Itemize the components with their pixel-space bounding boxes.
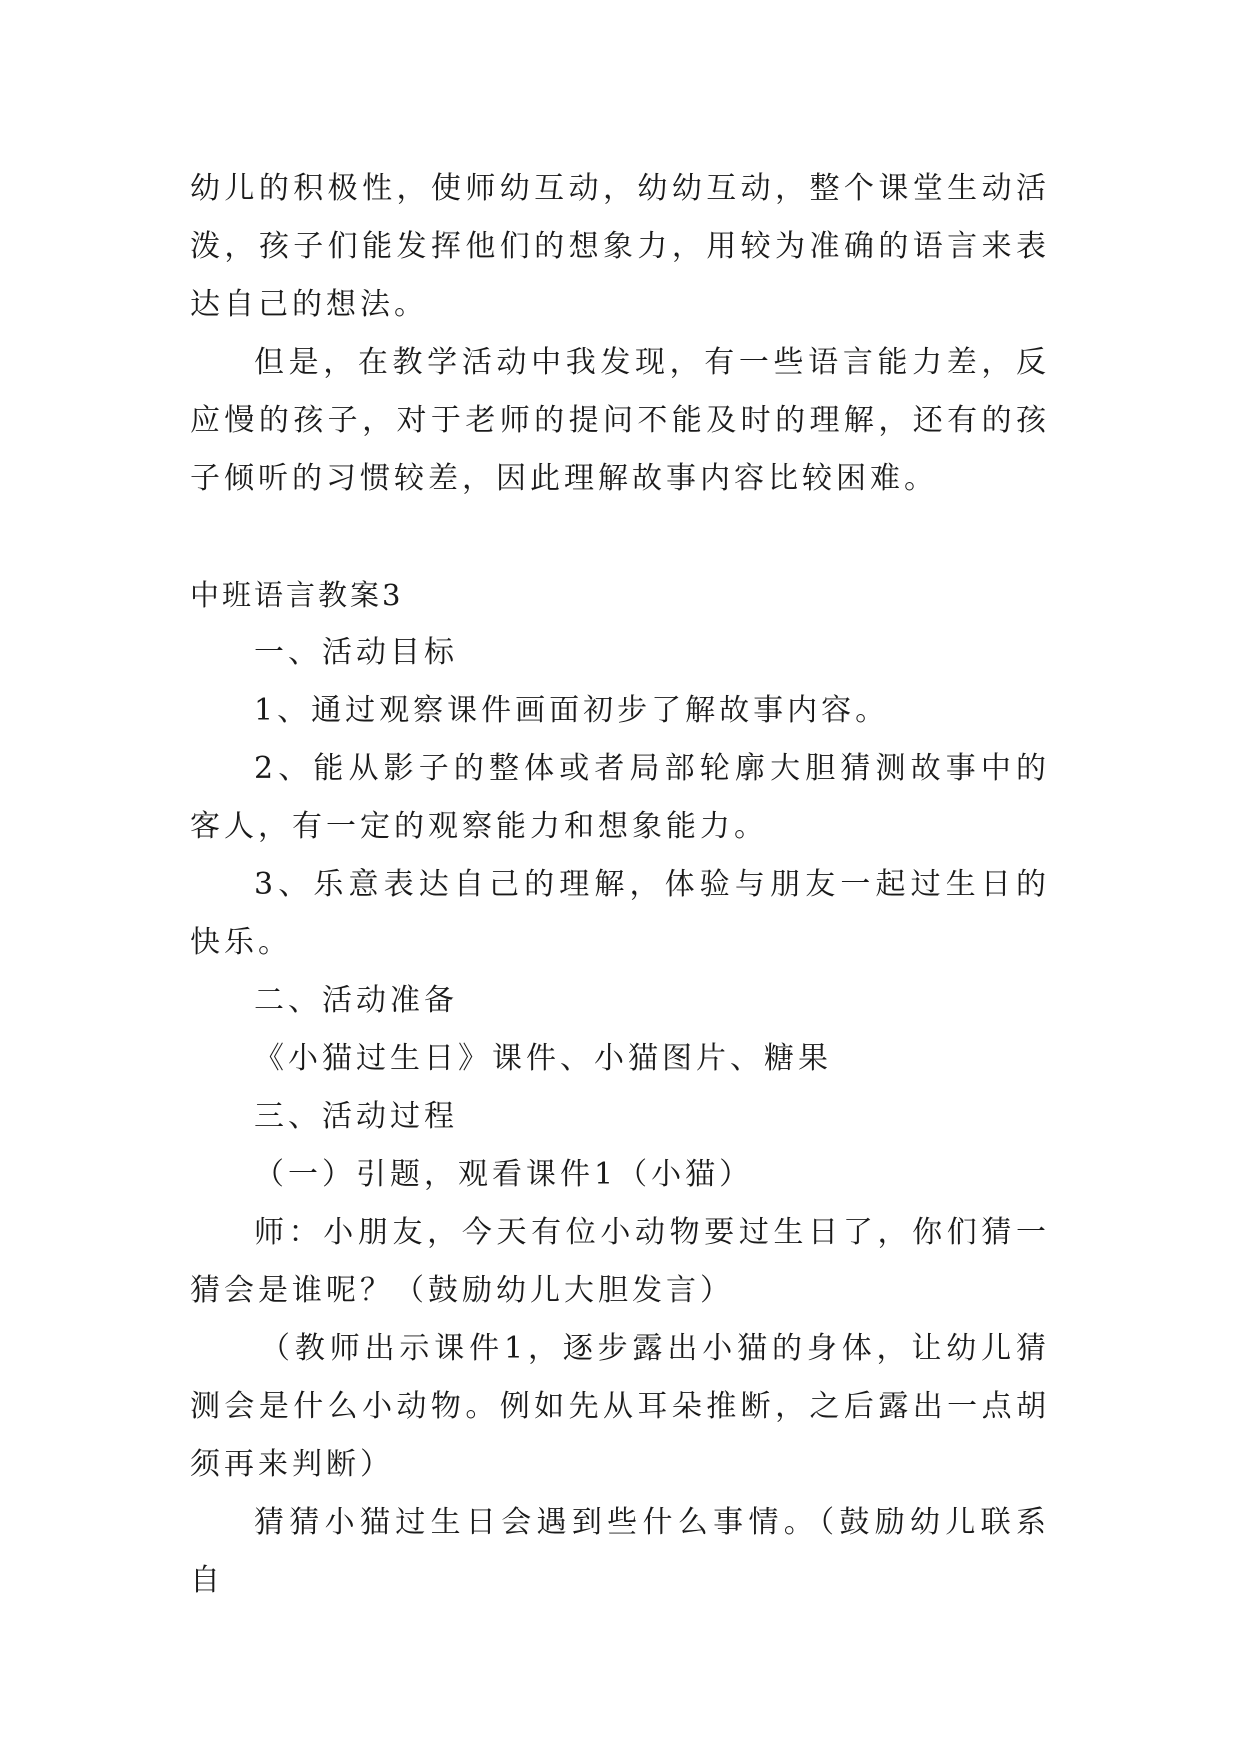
goal-2: 2、能从影子的整体或者局部轮廓大胆猜测故事中的客人，有一定的观察能力和想象能力。: [190, 751, 1050, 844]
teacher-instruction: （教师出示课件1，逐步露出小猫的身体，让幼儿猜测会是什么小动物。例如先从耳朵推断，之后露出一点胡须再来判断）: [190, 1331, 1050, 1482]
paragraph-1: 幼儿的积极性，使师幼互动，幼幼互动，整个课堂生动活泼，孩子们能发挥他们的想象力，用较为准确的语言来表达自己的想法。: [190, 171, 1050, 322]
process-step-1: （一）引题，观看课件1（小猫）: [254, 1157, 754, 1192]
goal-1: 1、通过观察课件画面初步了解故事内容。: [254, 693, 890, 728]
guess-prompt: 猜猜小猫过生日会遇到些什么事情。（鼓励幼儿联系自: [190, 1505, 1050, 1598]
prep-materials: 《小猫过生日》课件、小猫图片、糖果: [254, 1041, 832, 1076]
teacher-line: 师：小朋友，今天有位小动物要过生日了，你们猜一猜会是谁呢？（鼓励幼儿大胆发言）: [190, 1215, 1050, 1308]
heading-activity-prep: 二、活动准备: [254, 983, 458, 1018]
document-page: [190, 160, 1050, 1610]
paragraph-2: 但是，在教学活动中我发现，有一些语言能力差，反应慢的孩子，对于老师的提问不能及时的理解，还有的孩子倾听的习惯较差，因此理解故事内容比较困难。: [190, 345, 1050, 496]
section-title: 中班语言教案3: [190, 578, 404, 612]
heading-activity-goals: 一、活动目标: [254, 635, 458, 670]
heading-activity-process: 三、活动过程: [254, 1099, 458, 1134]
goal-3: 3、乐意表达自己的理解，体验与朋友一起过生日的快乐。: [190, 867, 1050, 960]
